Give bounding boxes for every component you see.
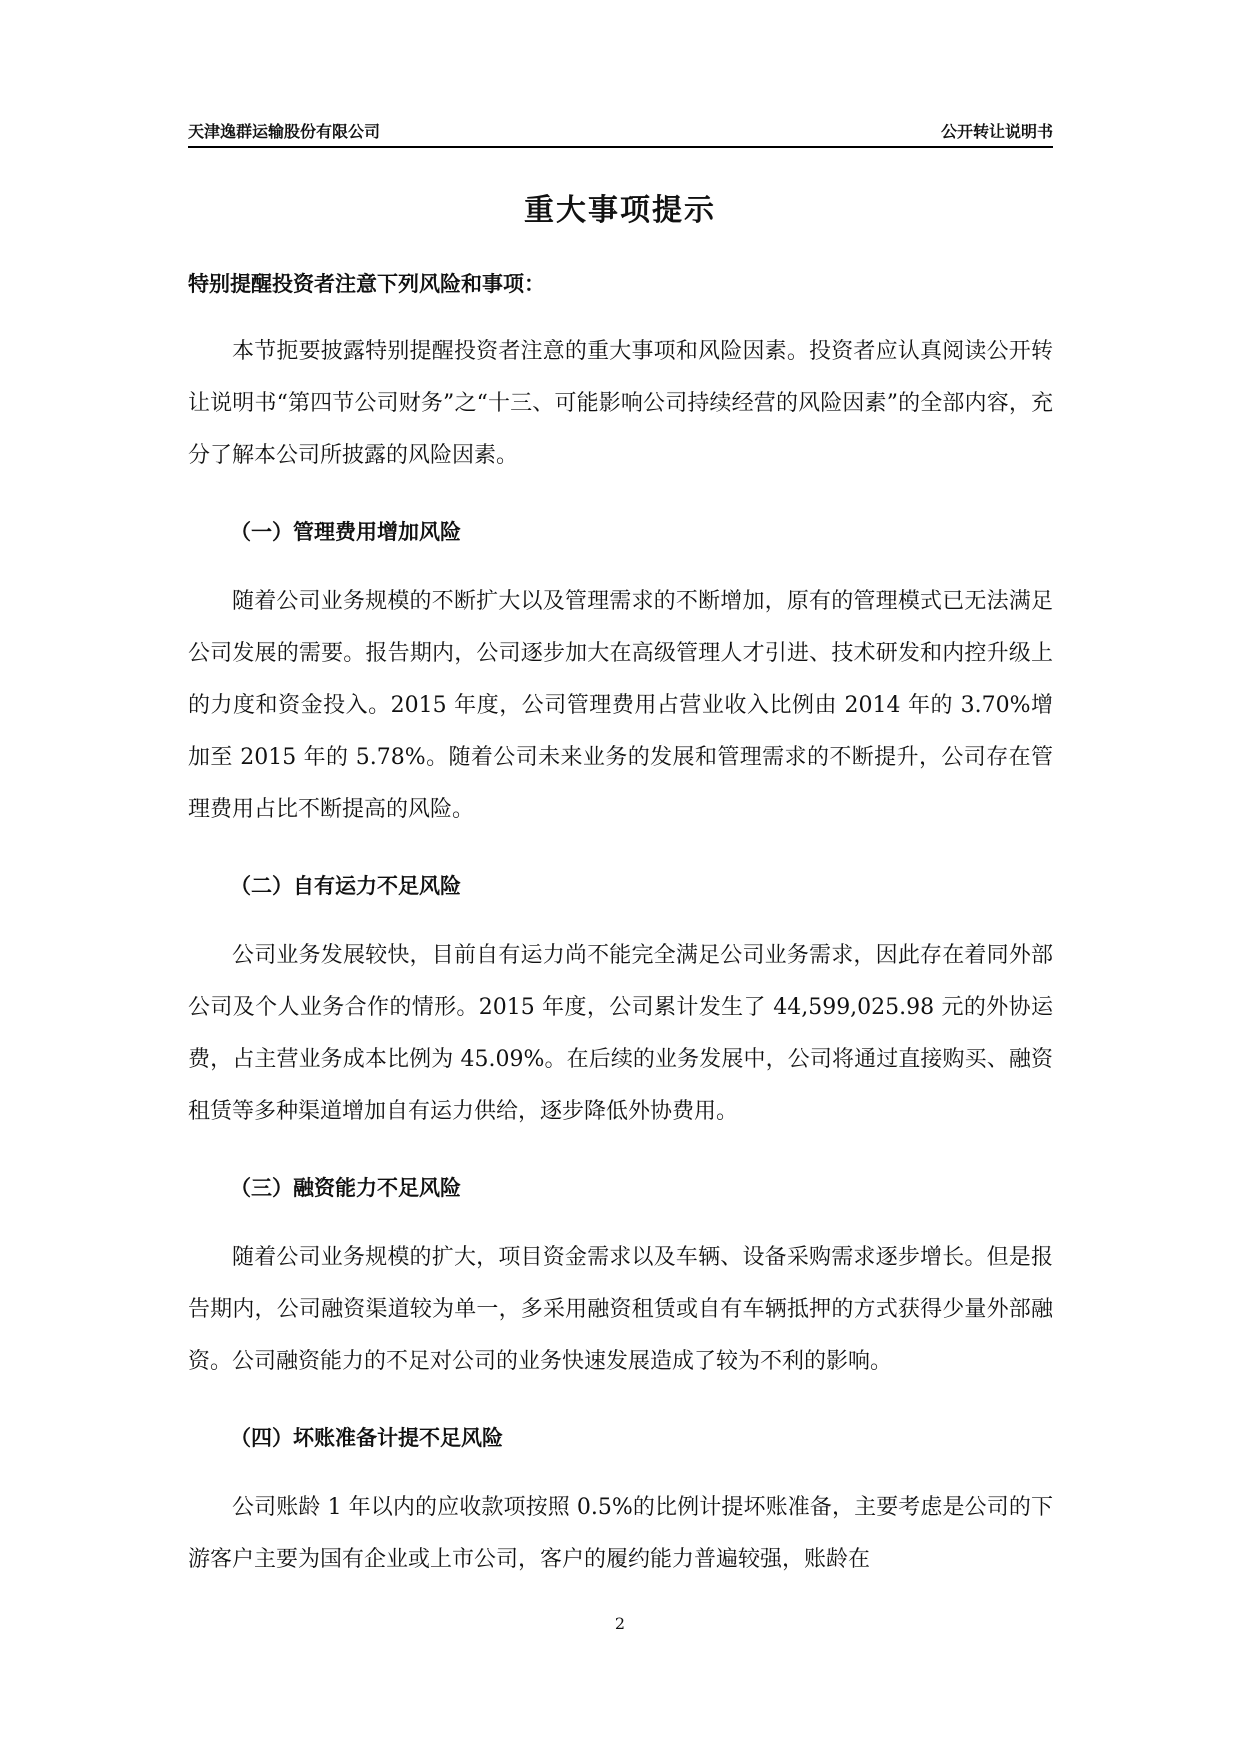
page-header [188, 118, 1053, 148]
page-title: 重大事项提示 [524, 193, 716, 228]
section-heading-4: （四）坏账准备计提不足风险 [230, 1426, 503, 1450]
header-doc-type: 公开转让说明书 [940, 122, 1053, 141]
intro-paragraph: 本节扼要披露特别提醒投资者注意的重大事项和风险因素。投资者应认真阅读公开转让说明书“第四节公司财务”之“十三、可能影响公司持续经营的风险因素”的全部内容，充分了解本公司所披露的风险因素。 [188, 339, 1053, 468]
section-heading-2: （二）自有运力不足风险 [230, 874, 461, 898]
section-3-paragraph: 随着公司业务规模的扩大，项目资金需求以及车辆、设备采购需求逐步增长。但是报告期内，公司融资渠道较为单一，多采用融资租赁或自有车辆抵押的方式获得少量外部融资。公司融资能力的不足对公司的业务快速发展造成了较为不利的影响。 [188, 1245, 1053, 1374]
section-heading-3: （三）融资能力不足风险 [230, 1176, 461, 1200]
header-company: 天津逸群运输股份有限公司 [188, 122, 381, 141]
section-4-paragraph: 公司账龄 1 年以内的应收款项按照 0.5%的比例计提坏账准备，主要考虑是公司的下游客户主要为国有企业或上市公司，客户的履约能力普遍较强，账龄在 [188, 1495, 1053, 1572]
document-body [188, 258, 1053, 1610]
lead-notice: 特别提醒投资者注意下列风险和事项： [188, 272, 545, 296]
section-heading-1: （一）管理费用增加风险 [230, 520, 461, 544]
page-number: 2 [614, 1614, 626, 1633]
section-1-paragraph: 随着公司业务规模的不断扩大以及管理需求的不断增加，原有的管理模式已无法满足公司发展的需要。报告期内，公司逐步加大在高级管理人才引进、技术研发和内控升级上的力度和资金投入。2015 年度，公司管理费用占营业收入比例由 2014 年的 3.70%增加至 2015 年的 5.78%。随着公司未来业务的发展和管理需求的不断提升，公司存在管理费用占比不断提高的风险。 [188, 589, 1053, 822]
section-2-paragraph: 公司业务发展较快，目前自有运力尚不能完全满足公司业务需求，因此存在着同外部公司及个人业务合作的情形。2015 年度，公司累计发生了 44,599,025.98 元的外协运费，占主营业务成本比例为 45.09%。在后续的业务发展中，公司将通过直接购买、融资租赁等多种渠道增加自有运力供给，逐步降低外协费用。 [188, 943, 1053, 1124]
